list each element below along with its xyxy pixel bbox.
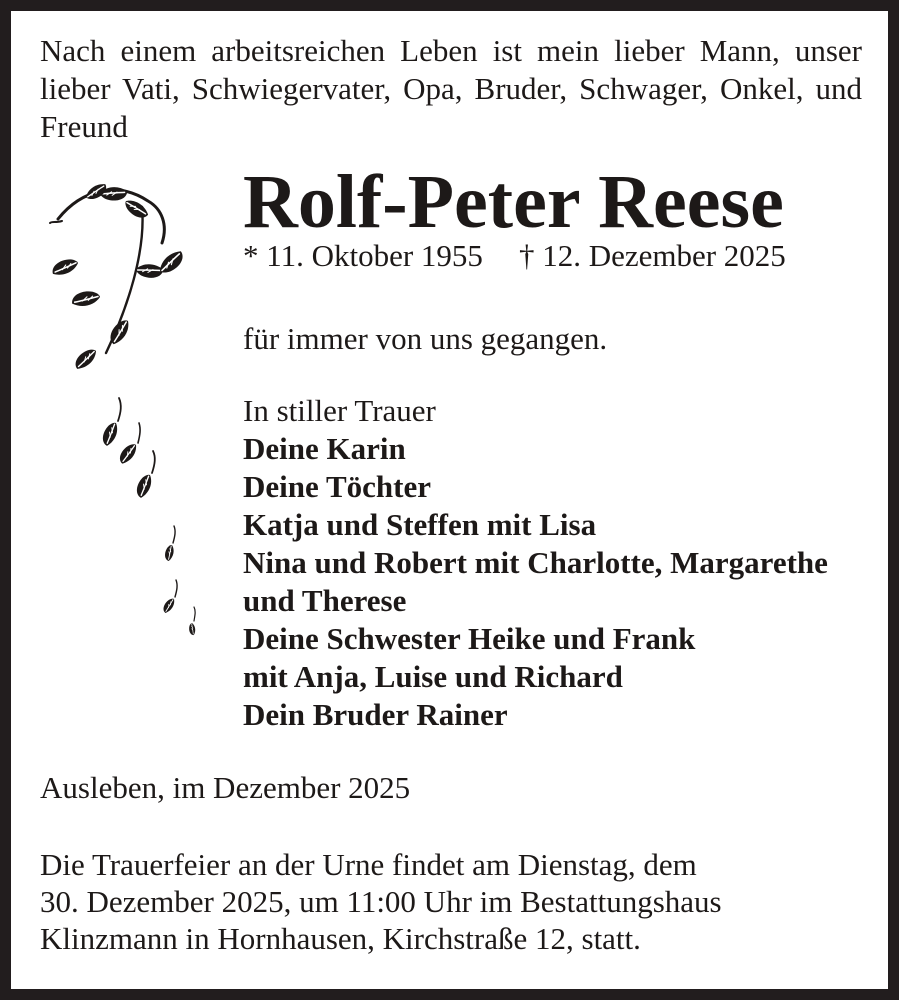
mourning-intro: In stiller Trauer: [243, 393, 436, 428]
funeral-line-1: Die Trauerfeier an der Urne findet am Dienstag, dem: [40, 847, 697, 882]
farewell-line: für immer von uns gegangen.: [243, 321, 608, 356]
mourner-line: Nina und Robert mit Charlotte, Margarethe: [243, 545, 828, 580]
funeral-line-2: 30. Dezember 2025, um 11:00 Uhr im Bestattungshaus: [40, 884, 722, 919]
funeral-notice: [40, 846, 850, 957]
intro-paragraph: [40, 32, 862, 146]
life-dates: [243, 237, 786, 275]
intro-line-1: Nach einem arbeitsreichen Leben ist mein lieber Mann, unser: [40, 33, 862, 68]
intro-line-3: Freund: [40, 109, 128, 144]
mourner-line: Katja und Steffen mit Lisa: [243, 507, 597, 542]
intro-line-2: lieber Vati, Schwiegervater, Opa, Bruder, Schwager, Onkel, und: [40, 71, 862, 106]
branch-leaves-illustration: [48, 165, 220, 643]
deceased-name: Rolf-Peter Reese: [243, 160, 784, 244]
mourner-line: Dein Bruder Rainer: [243, 697, 508, 732]
funeral-line-3: Klinzmann in Hornhausen, Kirchstraße 12, statt.: [40, 921, 641, 956]
mourner-line: Deine Schwester Heike und Frank: [243, 621, 696, 656]
place-and-date: Ausleben, im Dezember 2025: [40, 770, 411, 805]
mourner-line: mit Anja, Luise und Richard: [243, 659, 623, 694]
mourning-block: [243, 392, 868, 734]
birth-date: * 11. Oktober 1955: [243, 238, 483, 273]
mourner-line: Deine Töchter: [243, 469, 431, 504]
mourner-line: Deine Karin: [243, 431, 406, 466]
death-date: † 12. Dezember 2025: [518, 238, 786, 273]
mourner-line: und Therese: [243, 583, 407, 618]
